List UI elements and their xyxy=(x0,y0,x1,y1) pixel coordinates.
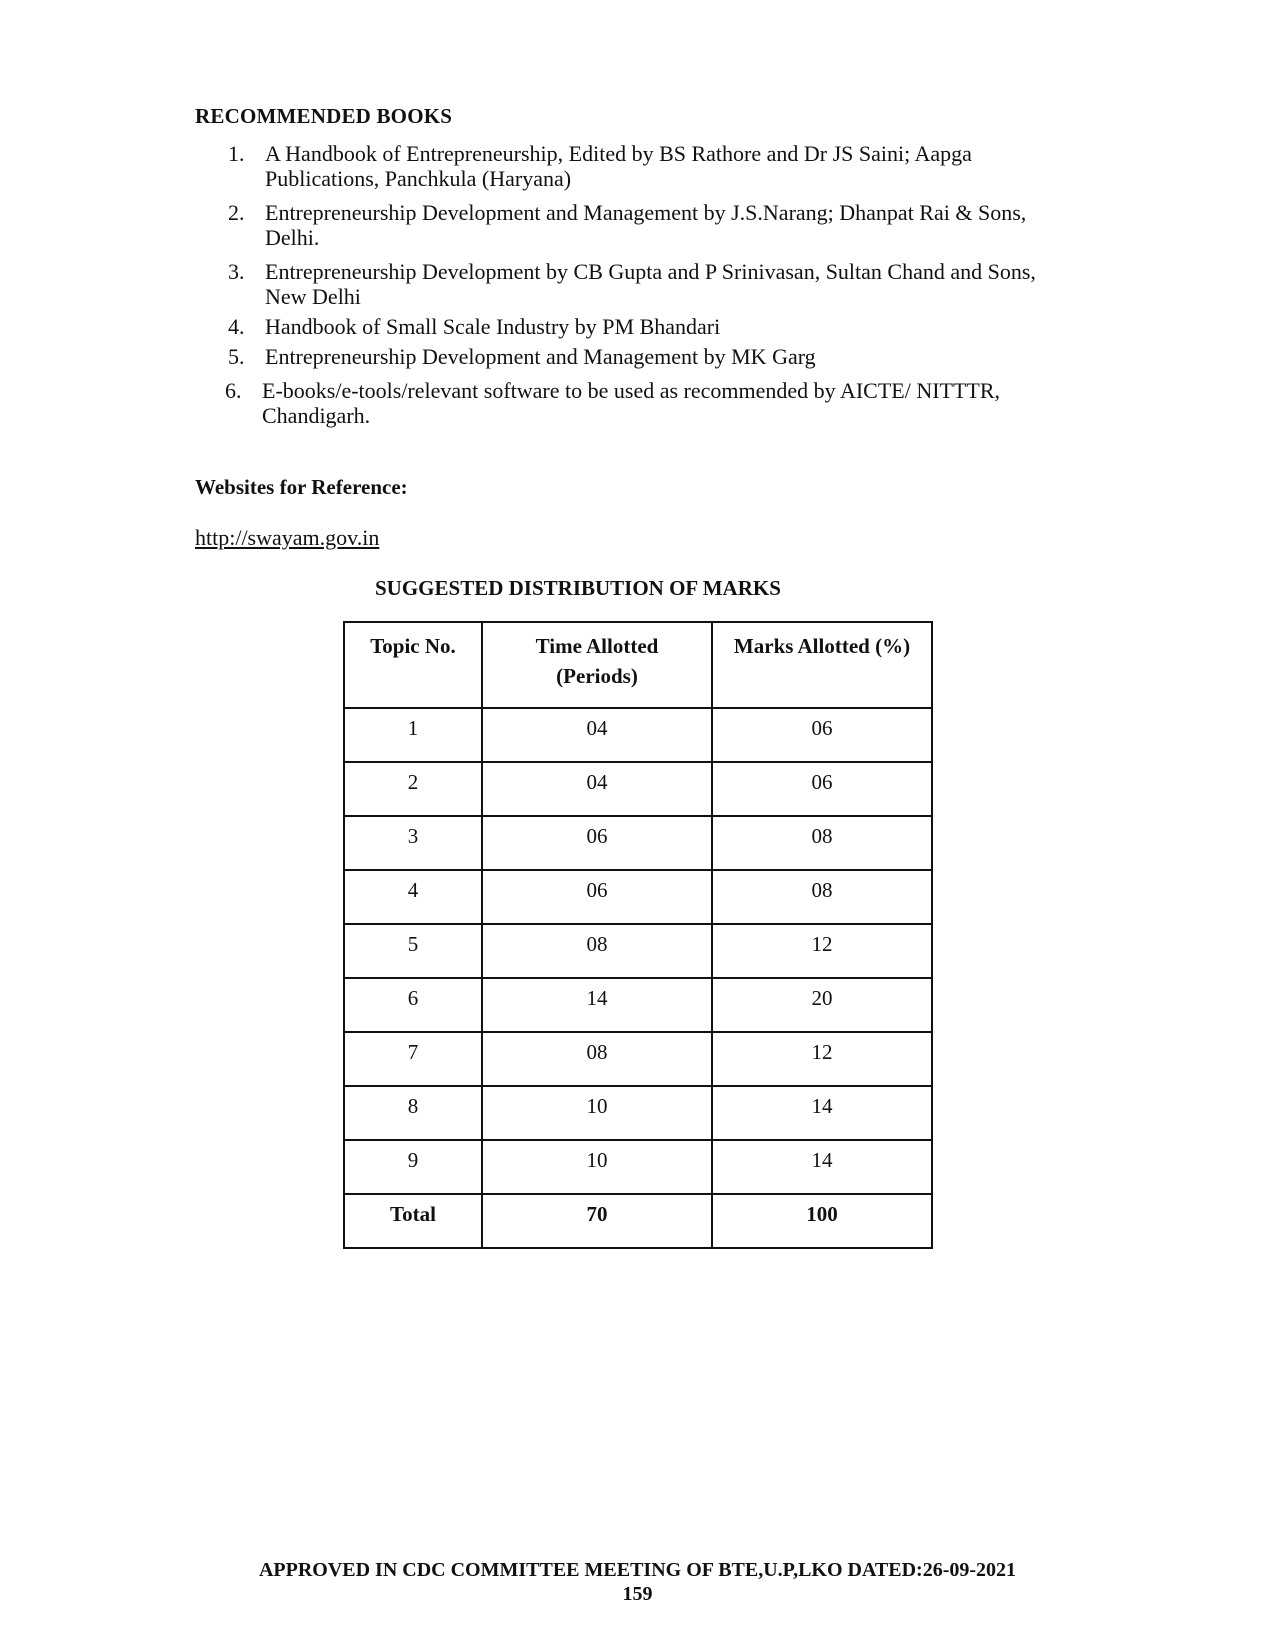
table-row xyxy=(344,978,932,1032)
table-row xyxy=(344,1140,932,1194)
recommended-books-list xyxy=(225,141,1068,437)
header-marks-allotted: Marks Allotted (%) xyxy=(712,622,932,708)
cell-marks: 20 xyxy=(712,978,932,1032)
cell-total-marks: 100 xyxy=(712,1194,932,1248)
cell-time: 10 xyxy=(482,1086,712,1140)
recommended-books-heading: RECOMMENDED BOOKS xyxy=(195,104,453,128)
book-item-5 xyxy=(228,344,1068,369)
marks-table-title: SUGGESTED DISTRIBUTION OF MARKS xyxy=(375,576,781,600)
approval-note: APPROVED IN CDC COMMITTEE MEETING OF BTE,U.P,LKO DATED:26-09-2021 xyxy=(258,1559,1017,1581)
websites-heading: Websites for Reference: xyxy=(195,475,408,499)
cell-marks: 14 xyxy=(712,1086,932,1140)
book-number: 5. xyxy=(228,344,245,369)
table-row xyxy=(344,762,932,816)
book-text: Handbook of Small Scale Industry by PM Bhandari xyxy=(265,314,721,339)
table-row xyxy=(344,870,932,924)
book-number: 4. xyxy=(228,314,245,339)
cell-marks: 12 xyxy=(712,1032,932,1086)
book-number: 2. xyxy=(228,200,245,225)
cell-marks: 14 xyxy=(712,1140,932,1194)
page-number: 159 xyxy=(622,1583,653,1605)
book-item-1 xyxy=(228,141,1068,191)
table-row xyxy=(344,924,932,978)
book-text: E-books/e-tools/relevant software to be used as recommended by AICTE/ NITTTR, Chandigarh. xyxy=(262,378,1001,428)
cell-topic: 1 xyxy=(344,708,482,762)
cell-time: 08 xyxy=(482,1032,712,1086)
cell-topic: 7 xyxy=(344,1032,482,1086)
cell-marks: 06 xyxy=(712,762,932,816)
cell-time: 06 xyxy=(482,870,712,924)
header-time-line1: Time Allotted xyxy=(535,634,659,658)
cell-time: 04 xyxy=(482,708,712,762)
book-number: 6. xyxy=(225,378,242,403)
header-time-allotted xyxy=(482,622,712,708)
table-row xyxy=(344,1032,932,1086)
cell-marks: 08 xyxy=(712,870,932,924)
page-footer xyxy=(0,1558,1275,1606)
cell-total-label: Total xyxy=(344,1194,482,1248)
book-text: Entrepreneurship Development and Management by J.S.Narang; Dhanpat Rai & Sons, Delhi. xyxy=(265,200,1027,250)
book-item-6 xyxy=(225,378,1068,428)
cell-total-time: 70 xyxy=(482,1194,712,1248)
marks-distribution-table xyxy=(343,621,933,1249)
book-number: 3. xyxy=(228,259,245,284)
cell-topic: 2 xyxy=(344,762,482,816)
cell-topic: 3 xyxy=(344,816,482,870)
book-item-2 xyxy=(228,200,1068,250)
cell-topic: 8 xyxy=(344,1086,482,1140)
cell-topic: 4 xyxy=(344,870,482,924)
book-text: Entrepreneurship Development and Management by MK Garg xyxy=(265,344,816,369)
book-item-4 xyxy=(228,314,1068,339)
cell-time: 08 xyxy=(482,924,712,978)
book-text: Entrepreneurship Development by CB Gupta and P Srinivasan, Sultan Chand and Sons, New Delhi xyxy=(265,259,1036,309)
cell-marks: 08 xyxy=(712,816,932,870)
book-number: 1. xyxy=(228,141,245,166)
table-header-row xyxy=(344,622,932,708)
book-text: A Handbook of Entrepreneurship, Edited by BS Rathore and Dr JS Saini; Aapga Publications, Panchkula (Haryana) xyxy=(265,141,972,191)
cell-time: 10 xyxy=(482,1140,712,1194)
swayam-website-link[interactable]: http://swayam.gov.in xyxy=(195,525,380,550)
cell-topic: 5 xyxy=(344,924,482,978)
cell-marks: 06 xyxy=(712,708,932,762)
table-row xyxy=(344,816,932,870)
header-time-line2: (Periods) xyxy=(556,664,638,688)
cell-topic: 6 xyxy=(344,978,482,1032)
table-row xyxy=(344,1086,932,1140)
cell-topic: 9 xyxy=(344,1140,482,1194)
table-row xyxy=(344,708,932,762)
book-item-3 xyxy=(228,259,1068,309)
cell-marks: 12 xyxy=(712,924,932,978)
table-total-row xyxy=(344,1194,932,1248)
cell-time: 06 xyxy=(482,816,712,870)
cell-time: 04 xyxy=(482,762,712,816)
cell-time: 14 xyxy=(482,978,712,1032)
header-topic-no: Topic No. xyxy=(344,622,482,708)
